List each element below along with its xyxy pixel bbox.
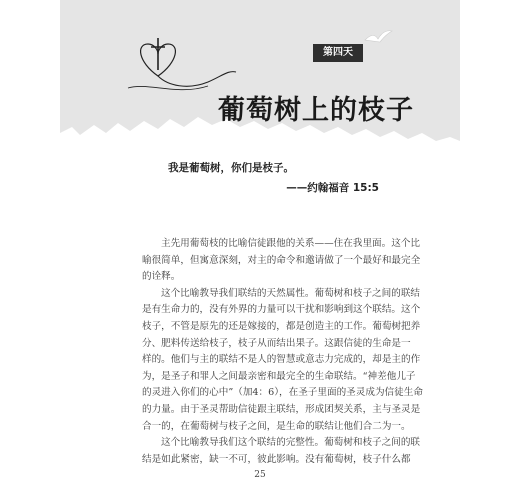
bird-icon (363, 28, 393, 48)
body-line: 为，是圣子和罪人之间最亲密和最完全的生命联结。“神差他儿子 (142, 370, 416, 382)
body-line: 分、肥料传送给枝子，枝子从而结出果子。这跟信徒的生命是一 (142, 337, 411, 349)
body-line: 结是如此紧密，缺一不可，彼此影响。没有葡萄树，枝子什么都 (142, 453, 411, 465)
body-text (142, 236, 423, 468)
body-line: 主先用葡萄枝的比喻信徒跟他的关系——住在我里面。这个比 (161, 238, 421, 249)
body-line: 合一的，在葡萄树与枝子之间，是生命的联结让他们合二为一。 (142, 420, 411, 432)
body-line: 喻很简单，但寓意深刻，对主的命令和邀请做了一个最好和最完全 (142, 254, 421, 266)
body-line: 样的。他们与主的联结不是人的智慧或意志力完成的，却是主的作 (142, 354, 421, 366)
scripture-quote: 我是葡萄树，你们是枝子。 (168, 162, 294, 174)
chapter-title: 葡萄树上的枝子 (218, 95, 414, 126)
page-number: 25 (254, 470, 266, 480)
body-line: 的力量。由于圣灵帮助信徒跟主联结，形成团契关系，主与圣灵是 (142, 403, 421, 415)
body-line: 这个比喻教导我们这个联结的完整性。葡萄树和枝子之间的联 (161, 437, 421, 449)
body-line: 枝子，不管是原先的还是嫁接的，都是创造主的工作。葡萄树把养 (142, 320, 421, 332)
body-line: 是有生命力的，没有外界的力量可以干扰和影响到这个联结。这个 (142, 304, 421, 316)
scripture-reference: ——约翰福音 15:5 (286, 182, 379, 194)
body-line: 的诠释。 (142, 271, 181, 283)
body-line: 的灵进入你们的心中”（加4：6），在圣子里面的圣灵成为信徒生命 (142, 387, 423, 399)
body-line: 这个比喻教导我们联结的天然属性。葡萄树和枝子之间的联结 (161, 287, 421, 299)
day-badge: 第四天 (313, 44, 363, 62)
